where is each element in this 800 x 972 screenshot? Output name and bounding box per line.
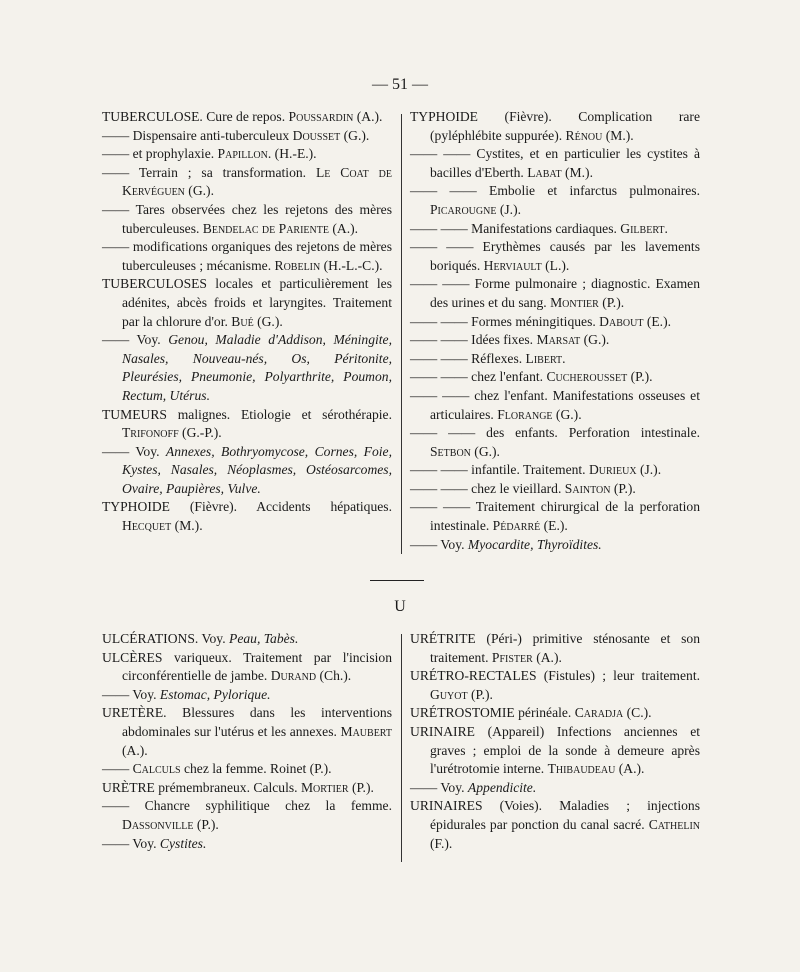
entry-initials: (G.-P.). bbox=[178, 425, 222, 441]
entry-text: —— —— Forme pulmonaire ; diagnostic. Examen des urines et du sang. bbox=[410, 276, 700, 310]
entry-initials: (L.). bbox=[541, 257, 570, 273]
index-entry bbox=[410, 630, 700, 667]
entry-author: Dabout bbox=[599, 313, 644, 329]
entry-initials: (G.). bbox=[552, 406, 582, 422]
entry-initials: (P.). bbox=[598, 294, 625, 310]
entry-initials: . bbox=[664, 220, 668, 236]
entry-text: TYPHOIDE (Fièvre). Complication rare (pyléphlébite suppurée). bbox=[410, 109, 700, 143]
index-entry bbox=[410, 387, 700, 424]
entry-author: Setbon bbox=[430, 443, 471, 459]
entry-text: —— bbox=[102, 761, 133, 777]
entry-initials: (F.). bbox=[430, 835, 453, 851]
index-entry bbox=[102, 686, 392, 705]
entry-text: —— Chancre syphilitique chez la femme. bbox=[102, 798, 392, 814]
index-entry bbox=[102, 275, 392, 331]
entry-author: Dousset bbox=[292, 127, 341, 143]
index-entry bbox=[410, 480, 700, 499]
index-entry bbox=[410, 182, 700, 219]
entry-text: —— Voy. bbox=[102, 686, 160, 702]
entry-initials: (Ch.). bbox=[316, 668, 352, 684]
entry-initials: (E.). bbox=[540, 518, 568, 534]
entry-text: —— —— Idées fixes. bbox=[410, 332, 537, 348]
index-entry bbox=[410, 350, 700, 369]
entry-text: TUBERCULOSES locales et particulièrement les adénites, abcès froids et laryngites. Traitement par la chlorure d'or. bbox=[102, 276, 392, 329]
entry-initials: (G.). bbox=[184, 183, 214, 199]
entry-initials: (J.). bbox=[636, 462, 662, 478]
entry-author: Florange bbox=[497, 406, 553, 422]
index-entry bbox=[410, 779, 700, 798]
index-entry bbox=[410, 723, 700, 779]
section-separator bbox=[370, 580, 424, 581]
entry-text: —— Voy. bbox=[102, 443, 166, 459]
index-entry bbox=[102, 108, 392, 127]
index-entry bbox=[102, 127, 392, 146]
index-entry bbox=[410, 424, 700, 461]
index-column-bottom-right bbox=[410, 630, 700, 853]
entry-author: Dassonville bbox=[122, 816, 194, 832]
entry-text: —— —— Erythèmes causés par les lavements boriqués. bbox=[410, 239, 700, 273]
entry-initials: (A.). bbox=[353, 109, 383, 124]
entry-initials: (G.). bbox=[580, 332, 610, 348]
index-entry bbox=[102, 145, 392, 164]
entry-author: Durieux bbox=[588, 462, 637, 478]
entry-crossref: Genou, Maladie d'Addison, Méningite, Nasales, Nouveau-nés, Os, Péritonite, Pleurésies, Pneumonie, Polyarthrite, Poumon, Rectum, Utérus. bbox=[122, 332, 392, 403]
entry-text: —— —— des enfants. Perforation intestinale. bbox=[410, 425, 700, 441]
entry-initials: (G.). bbox=[253, 313, 283, 329]
entry-author: Sainton bbox=[564, 480, 611, 496]
entry-text: —— et prophylaxie. bbox=[102, 146, 218, 162]
index-column-top-right bbox=[410, 108, 700, 554]
entry-author: Picarougne bbox=[430, 201, 497, 217]
index-entry bbox=[410, 108, 700, 145]
column-divider-top bbox=[401, 114, 402, 554]
entry-text: —— modifications organiques des rejetons de mères tuberculeuses ; mécanisme. bbox=[102, 239, 392, 273]
entry-text: —— Voy. bbox=[410, 779, 468, 795]
entry-initials: (H.-L.-C.). bbox=[320, 257, 383, 273]
entry-text: URINAIRES (Voies). Maladies ; injections épidurales par ponction du canal sacré. bbox=[410, 798, 700, 832]
entry-initials: (C.). bbox=[623, 705, 652, 721]
entry-text: TYPHOIDE (Fièvre). Accidents hépatiques. bbox=[102, 499, 392, 515]
entry-author: Bué bbox=[231, 313, 254, 329]
entry-initials: (G.). bbox=[340, 127, 370, 143]
entry-crossref: Appendicite. bbox=[467, 779, 537, 795]
entry-initials: (E.). bbox=[643, 313, 671, 329]
index-entry bbox=[102, 201, 392, 238]
index-entry bbox=[102, 704, 392, 760]
entry-text: URETÈRE. Blessures dans les interventions abdominales sur l'utérus et les annexes. bbox=[102, 705, 392, 739]
entry-author: Gilbert bbox=[620, 220, 665, 236]
entry-text: URÈTRE prémembraneux. Calculs. bbox=[102, 779, 301, 795]
entry-crossref: Myocardite, Thyroïdites. bbox=[467, 536, 602, 552]
entry-crossref: Cystites. bbox=[159, 835, 207, 851]
entry-crossref: Annexes, Bothryomycose, Cornes, Foie, Kystes, Nasales, Néoplasmes, Ostéosarcomes, Ovaire, Paupières, Vulve. bbox=[122, 443, 392, 496]
entry-text: URÉTRO-RECTALES (Fistules) ; leur traitement. bbox=[410, 668, 700, 684]
entry-author: Papillon bbox=[217, 146, 268, 162]
index-entry bbox=[102, 238, 392, 275]
entry-initials: (G.). bbox=[470, 443, 500, 459]
entry-text: URINAIRE (Appareil) Infections anciennes et graves ; emploi de la sonde à demeure après l'urétrotomie interne. bbox=[410, 723, 700, 777]
entry-text: —— Terrain ; sa transformation. bbox=[102, 164, 316, 180]
index-entry bbox=[410, 797, 700, 853]
entry-author: Cucherousset bbox=[546, 369, 628, 385]
entry-text: —— —— infantile. Traitement. bbox=[410, 462, 589, 478]
index-entry bbox=[102, 835, 392, 854]
entry-author: Trifonoff bbox=[122, 425, 179, 441]
entry-initials: (P.). bbox=[193, 816, 219, 832]
entry-author: Maubert bbox=[340, 723, 392, 739]
entry-author: Cathelin bbox=[648, 816, 700, 832]
entry-text: URÉTROSTOMIE périnéale. bbox=[410, 705, 575, 721]
index-entry bbox=[410, 368, 700, 387]
index-entry bbox=[410, 313, 700, 332]
entry-text: —— —— Cystites, et en particulier les cystites à bacilles d'Eberth. bbox=[410, 146, 700, 180]
index-entry bbox=[410, 331, 700, 350]
entry-text: —— —— Réflexes. bbox=[410, 350, 526, 366]
entry-author: Hecquet bbox=[122, 518, 172, 534]
entry-initials: . (H.-E.). bbox=[267, 146, 317, 162]
entry-text: ULCÈRES variqueux. Traitement par l'incision circonférentielle de jambe. bbox=[102, 649, 392, 684]
entry-author: Thibaudeau bbox=[547, 761, 616, 777]
entry-author: Marsat bbox=[536, 332, 581, 348]
index-entry bbox=[102, 630, 392, 649]
entry-initials: (A.). bbox=[122, 742, 148, 758]
entry-author: Mortier bbox=[300, 779, 349, 795]
entry-initials: (P.). bbox=[348, 779, 374, 795]
entry-text: —— —— Traitement chirurgical de la perforation intestinale. bbox=[410, 499, 700, 534]
entry-text: —— Voy. bbox=[410, 536, 468, 552]
index-entry bbox=[102, 779, 392, 798]
index-entry bbox=[410, 220, 700, 239]
entry-initials: chez la femme. Roinet (P.). bbox=[180, 761, 332, 777]
entry-author: Montier bbox=[550, 294, 599, 310]
entry-text: —— —— Manifestations cardiaques. bbox=[410, 220, 621, 236]
entry-author: Poussardin bbox=[288, 109, 354, 124]
entry-text: TUMEURS malignes. Etiologie et sérothérapie. bbox=[102, 406, 392, 422]
entry-author: Labat bbox=[527, 164, 562, 180]
entry-initials: (A.). bbox=[328, 220, 359, 236]
entry-initials: . bbox=[562, 350, 566, 366]
entry-text: —— —— Formes méningitiques. bbox=[410, 313, 600, 329]
index-entry bbox=[410, 145, 700, 182]
entry-author: Durand bbox=[270, 668, 317, 684]
entry-initials: (P.). bbox=[610, 480, 636, 496]
entry-author: Libert bbox=[525, 350, 563, 366]
entry-initials: (M.). bbox=[171, 518, 203, 534]
index-entry bbox=[410, 275, 700, 312]
index-entry bbox=[410, 498, 700, 535]
index-column-bottom-left bbox=[102, 630, 392, 853]
index-entry bbox=[410, 536, 700, 555]
entry-initials: (P.). bbox=[627, 369, 653, 385]
index-entry bbox=[102, 443, 392, 499]
entry-author: Bendelac de Pariente bbox=[202, 220, 329, 236]
entry-initials: (J.). bbox=[496, 201, 521, 217]
entry-author: Calculs bbox=[132, 761, 181, 777]
index-entry bbox=[410, 238, 700, 275]
entry-crossref: Estomac, Pylorique. bbox=[159, 686, 271, 702]
entry-initials: (M.). bbox=[561, 164, 593, 180]
index-entry bbox=[102, 164, 392, 201]
index-entry bbox=[102, 498, 392, 535]
entry-initials: (A.). bbox=[532, 649, 562, 665]
index-entry bbox=[410, 704, 700, 723]
index-entry bbox=[102, 760, 392, 779]
section-letter: U bbox=[394, 598, 406, 615]
entry-author: Herviault bbox=[483, 257, 542, 273]
entry-text: —— —— chez l'enfant. bbox=[410, 369, 547, 385]
entry-text: TUBERCULOSE. Cure de repos. bbox=[102, 109, 289, 124]
entry-author: Guyot bbox=[430, 686, 468, 702]
entry-text: —— Tares observées chez les rejetons des mères tuberculeuses. bbox=[102, 201, 392, 236]
entry-author: Caradja bbox=[574, 705, 624, 721]
entry-author: Pédarré bbox=[492, 518, 541, 534]
entry-text: —— —— chez l'enfant. Manifestations osseuses et articulaires. bbox=[410, 387, 700, 422]
entry-text: —— —— chez le vieillard. bbox=[410, 480, 565, 496]
entry-text: URÉTRITE (Péri-) primitive sténosante et son traitement. bbox=[410, 631, 700, 665]
index-entry bbox=[102, 406, 392, 443]
index-entry bbox=[410, 461, 700, 480]
entry-author: Pfister bbox=[491, 649, 533, 665]
entry-crossref: Peau, Tabès. bbox=[229, 631, 299, 646]
page-number: — 51 — bbox=[372, 76, 428, 93]
entry-text: ULCÉRATIONS. Voy. bbox=[102, 631, 230, 646]
entry-initials: (P.). bbox=[467, 686, 493, 702]
index-entry bbox=[410, 667, 700, 704]
entry-text: —— —— Embolie et infarctus pulmonaires. bbox=[410, 183, 700, 199]
entry-author: Le Coat de Kervéguen bbox=[122, 164, 392, 199]
entry-author: Rénou bbox=[565, 127, 603, 143]
index-entry bbox=[102, 649, 392, 686]
entry-author: Robelin bbox=[274, 257, 321, 273]
entry-initials: (A.). bbox=[615, 761, 645, 777]
index-column-top-left bbox=[102, 108, 392, 536]
index-entry bbox=[102, 797, 392, 834]
entry-text: —— Voy. bbox=[102, 332, 169, 348]
entry-initials: (M.). bbox=[602, 127, 634, 143]
index-entry bbox=[102, 331, 392, 405]
entry-text: —— Dispensaire anti-tuberculeux bbox=[102, 127, 293, 143]
column-divider-bottom bbox=[401, 634, 402, 862]
entry-text: —— Voy. bbox=[102, 835, 160, 851]
